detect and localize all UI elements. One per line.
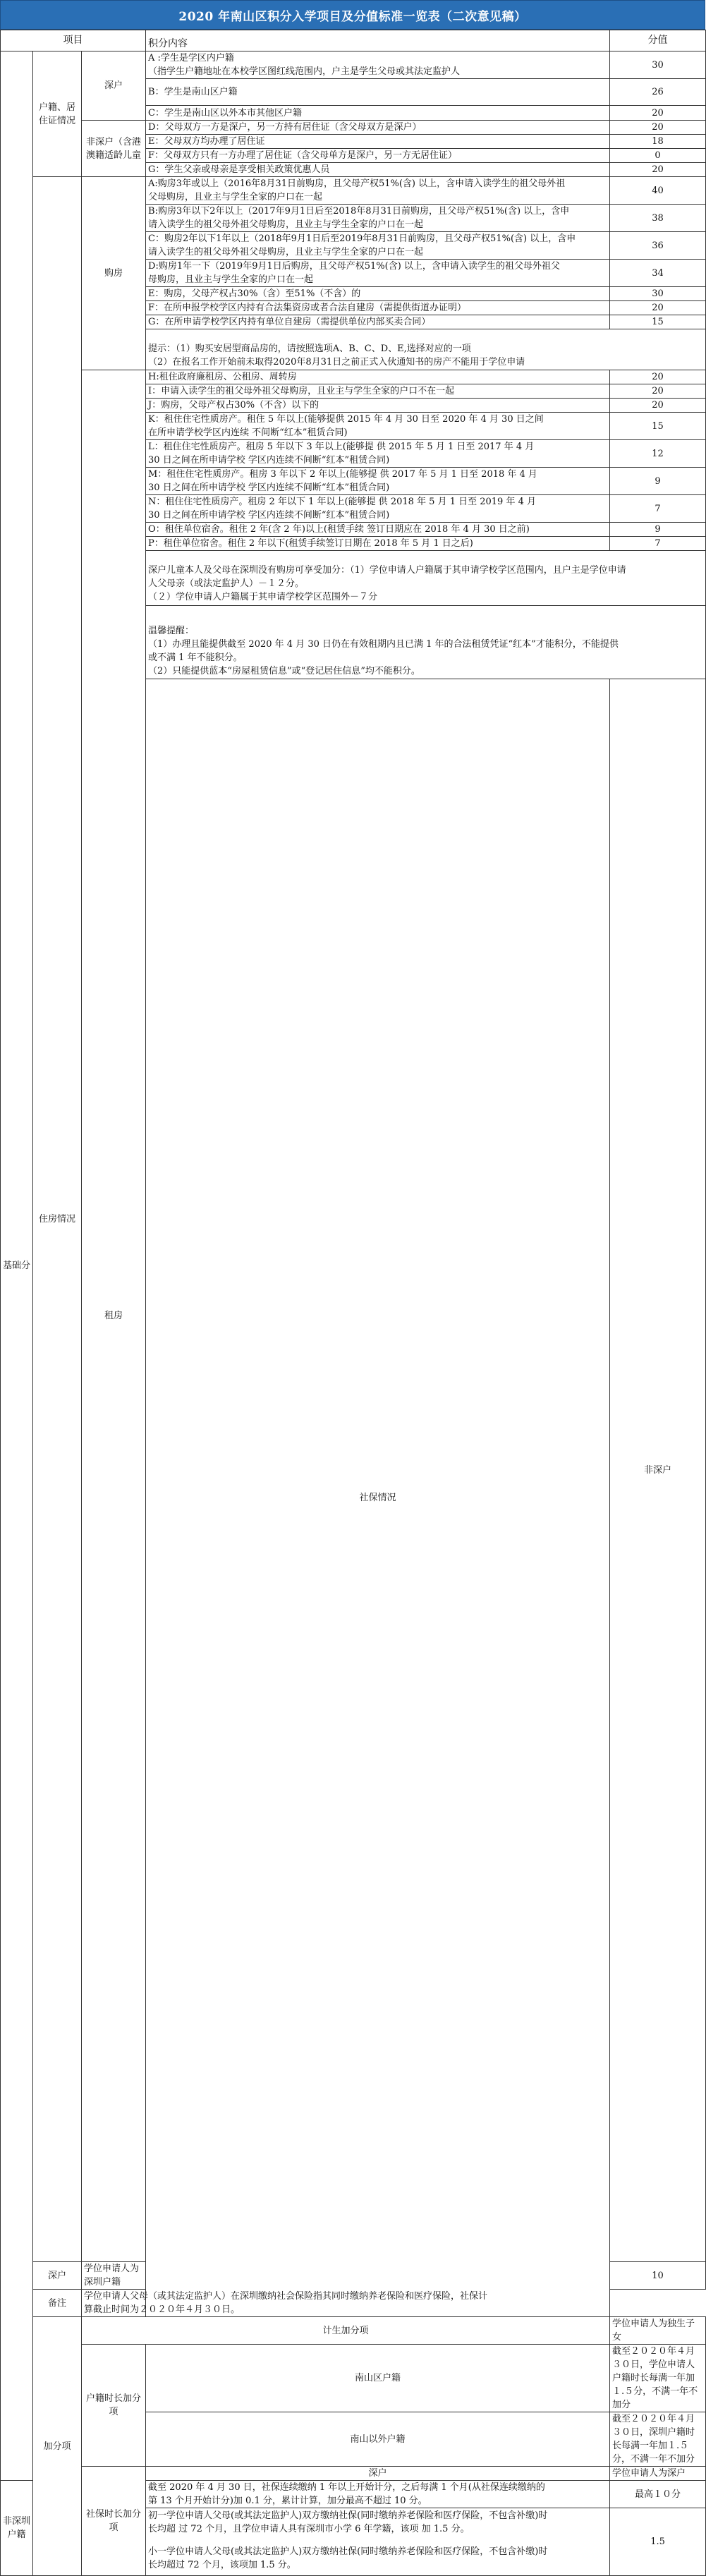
row-score: 15 [610,413,706,440]
row-score: 36 [610,232,706,260]
row-content: K：租住住宅性质房产。租住 5 年以上(能够提供 2015 年 4 月 30 日至 2020 年 4 月 30 日之间 在所申请学校学区内连续 不间断“红本”租赁合同) [146,413,610,440]
row-content: 学位申请人为深圳户籍 [82,2262,146,2290]
table-row [1,2290,706,2317]
row-score: 26 [610,79,706,106]
page-title: 2020 年南山区积分入学项目及分值标准一览表（二次意见稿） [0,0,705,30]
row-content: A:购房3年或以上（2016年8月31日前购房，且父母产权51%(含) 以上，含申请入读学生的祖父母外祖 父母购房，且业主与学生全家的户口在一起 [146,177,610,205]
group-sb-shenhu: 深户 [146,2467,610,2481]
row-score: 20 [610,163,706,177]
row-score: 20 [610,121,706,135]
row-content: D:购房1年一下（2019年9月1日后购房，且父母产权51%(含) 以上，含申请入读学生的祖父母外祖父 母购房，且业主与学生全家的户口在一起 [146,260,610,287]
row-content: 初一学位申请人父母(或其法定监护人)双方缴纳社保(同时缴纳养老保险和医疗保险，不包含补缴)时 长均超 过 72 个月，且学位申请人具有深圳市小学 6 年学籍，该项 加 1.5 分。 [146,2508,610,2545]
table-row [1,370,706,384]
row-score: 7 [610,537,706,551]
row-score: 0 [610,149,706,163]
table-row [1,177,706,205]
group-huji-time: 户籍时长加分项 [82,2345,146,2467]
group-buy: 购房 [82,177,146,370]
row-score: 30 [610,51,706,79]
group-shenhu: 深户 [82,51,146,121]
group-housing: 住房情况 [33,177,82,2262]
row-content: E：父母双方均办理了居住证 [146,135,610,149]
table-header-row [1,30,706,51]
row-score: 30 [610,287,706,301]
row-score: 20 [610,370,706,384]
row-score: 40 [610,177,706,205]
row-score: 9 [610,468,706,495]
row-score: 20 [610,384,706,399]
group-social-shen: 深户 [33,2262,82,2290]
table-row [1,2345,706,2412]
row-score: 20 [610,301,706,315]
rent-note-tips: 温馨提醒： （1）办理且能提供截至 2020 年 4 月 30 日仍在有效租期内且已满 1 年的合法租赁凭证“红本”才能积分，不能提供 或不满 1 年不能积分。 （2）只能提供蓝本“房屋租赁信息”或“登记居住信息”均不能积分。 [146,606,706,679]
header-item: 项目 [1,30,146,51]
header-content: 积分内容 [146,30,610,51]
group-non-sz-huji: 非深圳户籍 [1,2481,33,2576]
row-score: 10 [610,2262,706,2290]
row-content: F：父母双方只有一方办理了居住证（含父母单方是深户，另一方无居住证） [146,149,610,163]
group-sb-time: 社保时长加分项 [82,2467,146,2576]
group-outside-ns: 南山以外户籍 [146,2412,610,2467]
row-score: 38 [610,205,706,232]
table-row [1,121,706,135]
row-content: E：购房，父母产权占30%（含）至51%（不含）的 [146,287,610,301]
row-content: 小一学位申请人父母(或其法定监护人)双方缴纳社保(同时缴纳养老保险和医疗保险，不包含补缴)时 长均超过 72 个月，该项加 1.5 分。 [146,2545,610,2576]
row-content: B:购房3年以下2年以上（2017年9月1日后至2018年8月31日前购房，且父母产权51%(含) 以上，含申 请入读学生的祖父母外祖父母购房，且业主与学生全家的户口在一起 [146,205,610,232]
row-content: H:租住政府廉租房、公租房、周转房 [146,370,610,384]
row-score: 12 [610,440,706,468]
row-score: 34 [610,260,706,287]
header-score: 分值 [610,30,706,51]
row-content: N：租住住宅性质房产。租房 2 年以下 1 年以上(能够提 供 2018 年 5 月 1 日至 2019 年 4 月 30 日之间在所申请学校 学区内连续不间断“红本”租赁合同) [146,495,610,523]
group-rent: 租房 [82,370,146,2262]
table-row [1,2317,706,2345]
row-content: 截至２０２０年４月３０日，深圳户籍时长每满一年加１.５分，不满一年不加分 [610,2412,706,2467]
group-social: 社保情况 [146,679,610,2317]
row-content: 学位申请人父母（或其法定监护人）在深圳缴纳社会保险指其同时缴纳养老保险和医疗保险，社保计 算截止时间为２０２０年４月３０日。 [82,2290,610,2317]
row-content: 截至２０２０年４月３０日，学位申请人户籍时长每满一年加１.５分，不满一年不加分 [610,2345,706,2412]
row-content: 截至 2020 年 4 月 30 日，社保连续缴纳 1 年以上开始计分，之后每满 1 个月(从社保连续缴纳的 第 13 个月开始计分)加 0.1 分，累计计算，加分最高不超过 10 分。 [146,2481,610,2508]
row-content: I：申请入读学生的祖父母外祖父母购房，且业主与学生全家的户口不在一起 [146,384,610,399]
row-content: B：学生是南山区户籍 [146,79,610,106]
row-score: 20 [610,106,706,121]
row-content: C：购房2年以下1年以上（2018年9月1日后至2019年8月31日前购房，且父母产权51%(含) 以上，含申 请入读学生的祖父母外祖父母购房，且业主与学生全家的户口在一起 [146,232,610,260]
row-score: 最高１０分 [610,2481,706,2508]
row-content: 学位申请人为独生子女 [610,2317,706,2345]
table-row [1,51,706,79]
row-content: O：租住单位宿舍。租住 2 年(含 2 年)以上(租赁手续 签订日期应在 2018 年 4 月 30 日之前) [146,523,610,537]
group-bonus: 加分项 [33,2317,82,2576]
row-content: M：租住住宅性质房产。租房 3 年以下 2 年以上(能够提 供 2017 年 5 月 1 日至 2018 年 4 月 30 日之间在所申请学校 学区内连续不间断“红本”租赁合同) [146,468,610,495]
row-content: J：购房，父母产权占30%（不含）以下的 [146,399,610,413]
row-content: G：在所申请学校学区内持有单位自建房（需提供单位内部买卖合同） [146,315,610,329]
row-content: C：学生是南山区以外本市其他区户籍 [146,106,610,121]
row-content: F：在所申报学校学区内持有合法集资房或者合法自建房（需提供街道办证明） [146,301,610,315]
group-social-non: 非深户 [610,679,706,2262]
row-content: G：学生父亲或母亲是享受相关政策优惠人员 [146,163,610,177]
group-basic: 基础分 [1,51,33,2481]
rent-note-shenhu: 深户儿童本人及父母在深圳没有购房可享受加分：（1）学位申请人户籍属于其申请学校学区范围内，且户主是学位申请 人父母亲（或法定监护人）－１２分。 （２）学位申请人户籍属于其申请学校学区范围外－７分 [146,551,706,606]
row-content: D：父母双方一方是深户，另一方持有居住证（含父母双方是深户） [146,121,610,135]
group-social-remark: 备注 [33,2290,82,2317]
row-score: 9 [610,523,706,537]
group-household: 户籍、居住证情况 [33,51,82,177]
row-score: 18 [610,135,706,149]
row-content: 学位申请人为深户 [610,2467,706,2481]
score-table [0,30,706,2576]
table-row [1,2467,706,2481]
row-score: 1.5 [610,2508,706,2576]
row-score: 20 [610,399,706,413]
row-score: 7 [610,495,706,523]
group-family-plan: 计生加分项 [82,2317,610,2345]
row-content: L：租住住宅性质房产。租房 5 年以下 3 年以上(能够提 供 2015 年 5 月 1 日至 2017 年 4 月 30 日之间在所申请学校 学区内连续不间断“红本”租赁合同) [146,440,610,468]
group-non-shenhu: 非深户（含港澳籍适龄儿童 [82,121,146,177]
group-ns-huji: 南山区户籍 [146,2345,610,2412]
row-content: P：租住单位宿舍。租住 2 年以下(租赁手续签订日期在 2018 年 5 月 1 日之后) [146,537,610,551]
row-score: 15 [610,315,706,329]
row-content: A :学生是学区内户籍 （指学生户籍地址在本校学区图红线范围内，户主是学生父母或其法定监护人 [146,51,610,79]
buy-tip: 提示：（1）购买安居型商品房的，请按照选项A、B、C、D、E,选择对应的一项 （2）在报名工作开始前未取得2020年8月31日之前正式入伙通知书的房产不能用于学位申请 [146,329,706,370]
